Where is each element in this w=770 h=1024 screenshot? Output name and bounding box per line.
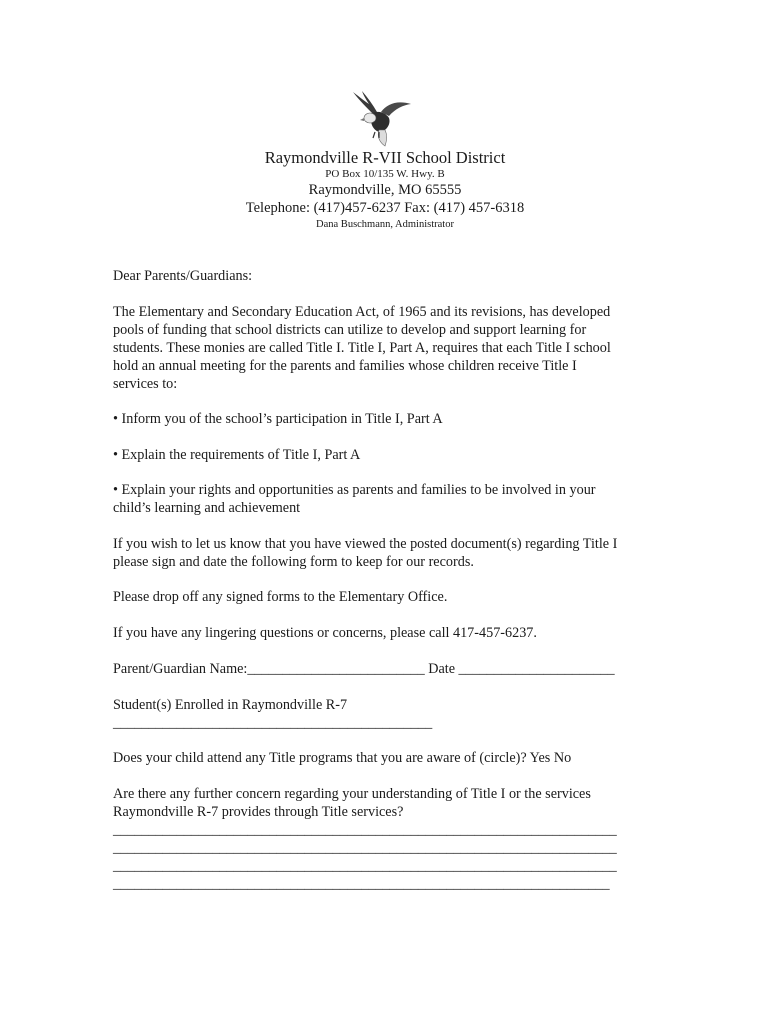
administrator-name: Dana Buschmann, Administrator (316, 219, 454, 230)
students-enrolled-blank[interactable]: _____________________________________________ (113, 715, 433, 731)
answer-lines[interactable] (113, 821, 663, 893)
intro-line: services to: (113, 376, 178, 392)
city-address: Raymondville, MO 65555 (308, 182, 462, 198)
answer-line[interactable]: ______________________________________________________________________ (113, 876, 610, 892)
intro-line: The Elementary and Secondary Education Act, of 1965 and its revisions, has developed (113, 304, 611, 320)
drop-off-note: Please drop off any signed forms to the Elementary Office. (113, 589, 448, 605)
students-enrolled-label: Student(s) Enrolled in Raymondville R-7 (113, 697, 348, 713)
answer-line[interactable]: _______________________________________________________________________ (113, 822, 617, 838)
sign-paragraph (113, 535, 663, 571)
students-enrolled-field[interactable] (113, 696, 663, 732)
intro-line: pools of funding that school districts can utilize to develop and support learning for (113, 322, 587, 338)
intro-line: students. These monies are called Title I. Title I, Part A, requires that each Title I school (113, 340, 611, 356)
answer-line[interactable]: _______________________________________________________________________ (113, 858, 617, 874)
sign-line: please sign and date the following form to keep for our records. (113, 554, 474, 570)
salutation: Dear Parents/Guardians: (113, 268, 253, 284)
district-name: Raymondville R-VII School District (264, 148, 506, 167)
concern-line: Are there any further concern regarding your understanding of Title I or the services (113, 786, 591, 802)
answer-line[interactable]: _______________________________________________________________________ (113, 840, 617, 856)
eagle-icon (343, 90, 415, 148)
po-box: PO Box 10/135 W. Hwy. B (325, 168, 445, 180)
bullet-rights-line: • Explain your rights and opportunities as parents and families to be involved in your (113, 482, 596, 498)
concern-line: Raymondville R-7 provides through Title services? (113, 804, 404, 820)
parent-name-date-field[interactable]: Parent/Guardian Name:_________________________ Date ______________________ (113, 661, 615, 677)
concern-question (113, 785, 663, 821)
questions-note: If you have any lingering questions or concerns, please call 417-457-6237. (113, 625, 537, 641)
bullet-rights (113, 481, 663, 517)
bullet-rights-line: child’s learning and achievement (113, 500, 301, 516)
bullet-requirements: • Explain the requirements of Title I, Part A (113, 447, 361, 463)
intro-line: hold an annual meeting for the parents and families whose children receive Title I (113, 358, 577, 374)
title-programs-question[interactable]: Does your child attend any Title programs that you are aware of (circle)? Yes No (113, 750, 572, 766)
intro-paragraph (113, 303, 663, 393)
telephone-fax: Telephone: (417)457-6237 Fax: (417) 457-6318 (245, 200, 525, 216)
sign-line: If you wish to let us know that you have viewed the posted document(s) regarding Title I (113, 536, 618, 552)
bullet-inform: • Inform you of the school’s participation in Title I, Part A (113, 411, 443, 427)
